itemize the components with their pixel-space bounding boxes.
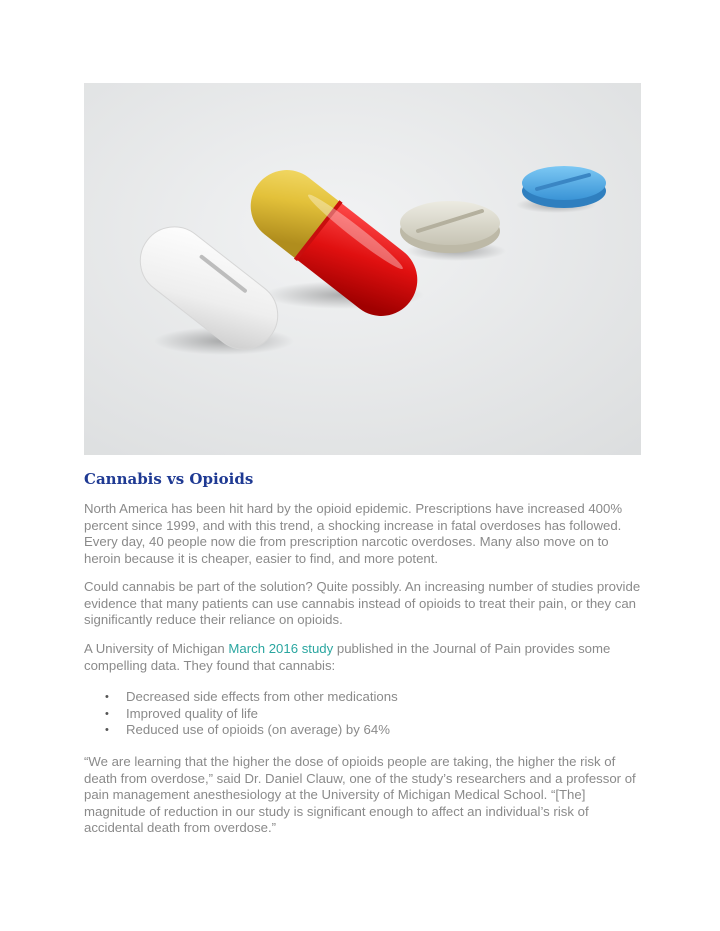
findings-list (84, 689, 398, 739)
paragraph-study-after: published in the Journal of Pain provides some compelling data. They found that cannabis: (84, 641, 611, 673)
bullet-icon: • (105, 724, 109, 737)
bullet-icon: • (105, 691, 109, 703)
paragraph-study (84, 641, 644, 674)
study-link[interactable]: March 2016 study (228, 641, 334, 656)
bullet-icon: • (105, 707, 109, 720)
paragraph-quote: “We are learning that the higher the dose of opioids people are taking, the higher the risk of death from overdose,” said Dr. Daniel Clauw, one of the study’s researchers and a professor of pain management anesthesiology at the University of Michigan Medical School. “[The] magnitude of reduction in our study is significant enough to affect an individual’s risk of accidental death from overdose.” (84, 754, 636, 836)
list-item (84, 689, 398, 706)
list-item-text: Reduced use of opioids (on average) by 64% (126, 722, 390, 738)
paragraph-study-before: A University of Michigan (84, 641, 229, 656)
article-heading: Cannabis vs Opioids (84, 470, 254, 488)
list-item (84, 706, 398, 723)
pills-photo (84, 83, 641, 455)
list-item-text: Improved quality of life (126, 705, 258, 721)
list-item-text: Decreased side effects from other medications (126, 689, 398, 704)
list-item (84, 722, 398, 739)
paragraph-epidemic: North America has been hit hard by the opioid epidemic. Prescriptions have increased 400% percent since 1999, and with this trend, a shocking increase in fatal overdoses has followed. Every day, 40 people now die from prescription narcotic overdoses. Many also move on to heroin because it is cheaper, easier to find, and more potent. (84, 501, 623, 566)
paragraph-solution: Could cannabis be part of the solution? Quite possibly. An increasing number of studies provide evidence that many patients can use cannabis instead of opioids to treat their pain, or they can significantly reduce their reliance on opioids. (84, 579, 641, 628)
